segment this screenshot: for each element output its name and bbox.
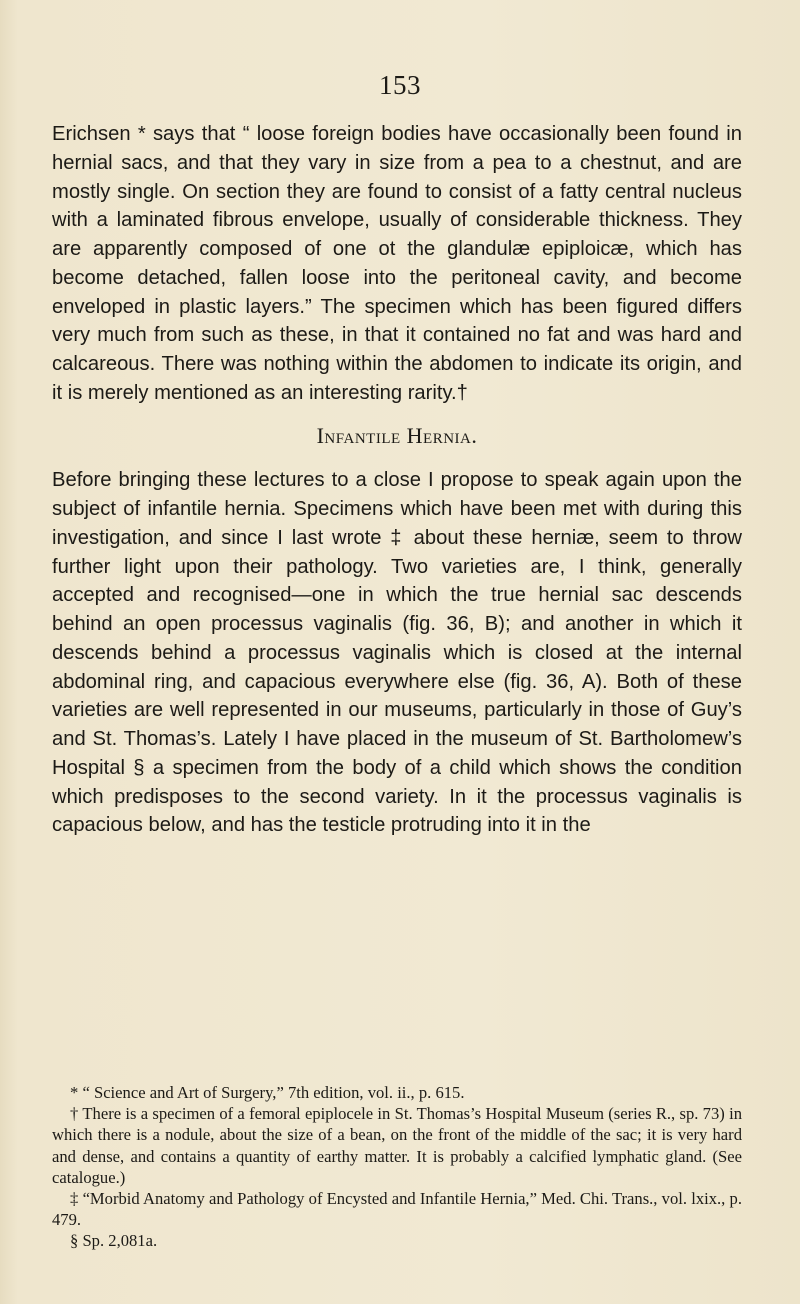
footnote-2: † There is a specimen of a femoral epiplocele in St. Thomas’s Hospital Museum (series R., sp. 73) in which there is a nodule, about the size of a bean, on the front of the middle of the sac; it is very hard and dense, and contains a quantity of earthy matter. It is probably a calcified lymphatic gland. (See catalogue.) xyxy=(52,1104,742,1187)
footnotes xyxy=(52,1082,742,1252)
paragraph-erichsen: Erichsen * says that “ loose foreign bodies have occasionally been found in hernial sacs, and that they vary in size from a pea to a chestnut, and are mostly single. On section they are found to consist of a fatty central nucleus with a laminated fibrous envelope, usually of considerable thickness. They are apparently composed of one ot the glandulæ epiploicæ, which has become detached, fallen loose into the peritoneal cavity, and become enveloped in plastic layers.” The specimen which has been figured differs very much from such as these, in that it contained no fat and was hard and calcareous. There was nothing within the abdomen to indicate its origin, and it is merely mentioned as an interesting rarity.† xyxy=(52,123,742,404)
page-number: 153 xyxy=(379,70,421,100)
footnote-3: ‡ “Morbid Anatomy and Pathology of Encysted and Infantile Hernia,” Med. Chi. Trans., vol. lxix., p. 479. xyxy=(52,1189,742,1230)
footnote-1: * “ Science and Art of Surgery,” 7th edition, vol. ii., p. 615. xyxy=(70,1083,465,1102)
paragraph-infantile-hernia: Before bringing these lectures to a close I propose to speak again upon the subject of infantile hernia. Specimens which have been met with during this investigation, and since I last wrote ‡ about these herniæ, seem to throw further light upon their pathology. Two varieties are, I think, generally accepted and recognised—one in which the true hernial sac descends behind an open processus vaginalis (fig. 36, B); and another in which it descends behind a processus vaginalis which is closed at the internal abdominal ring, and capacious everywhere else (fig. 36, A). Both of these varieties are well represented in our museums, particularly in those of Guy’s and St. Thomas’s. Lately I have placed in the museum of St. Bartholomew’s Hospital § a specimen from the body of a child which shows the condition which predisposes to the second variety. In it the processus vaginalis is capacious below, and has the testicle protruding into it in the xyxy=(52,469,742,837)
section-heading: Infantile Hernia. xyxy=(316,422,478,448)
footnote-4: § Sp. 2,081a. xyxy=(70,1231,158,1251)
main-text xyxy=(52,120,742,840)
